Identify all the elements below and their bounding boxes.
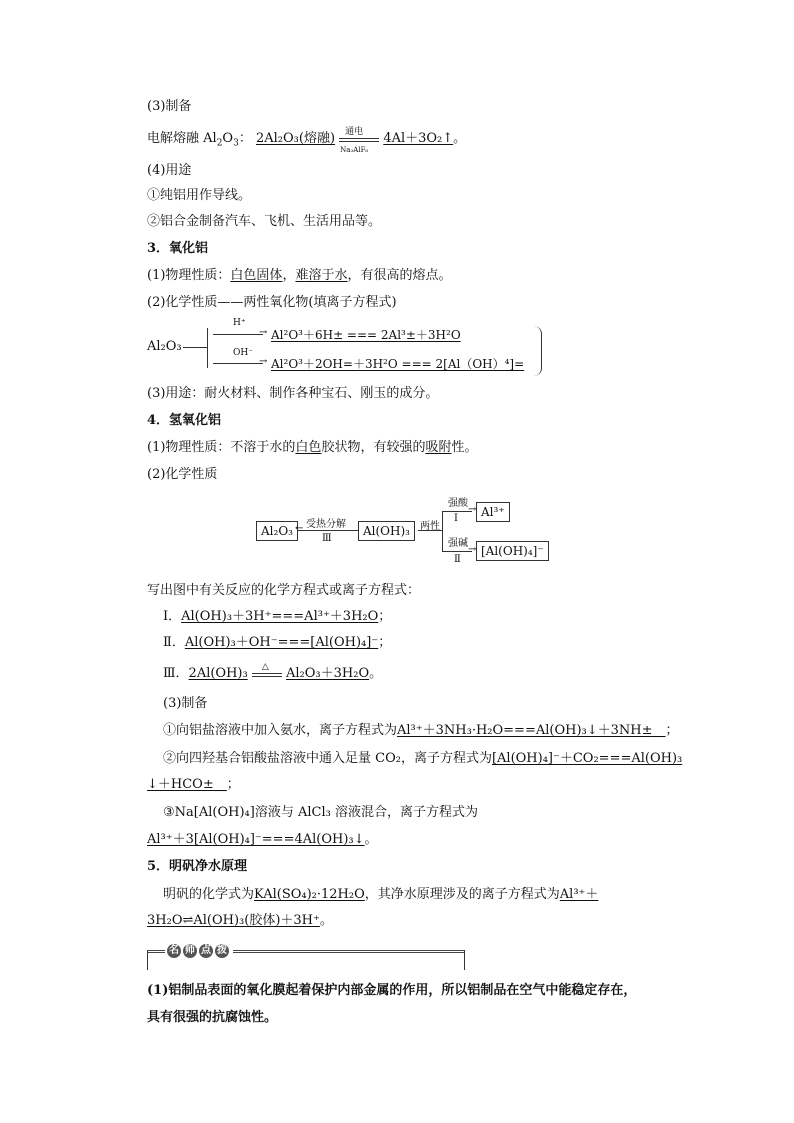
oxide-phys-suffix: ，有很高的熔点。 (347, 268, 452, 283)
label-roman-2: Ⅱ (454, 554, 461, 565)
elec-colon: ： (238, 131, 252, 146)
prep2-end: ； (226, 777, 240, 792)
elec-cond-top: 通电 (345, 126, 364, 137)
box-aloh4-minus: [Al(OH)₄]⁻ (476, 541, 549, 561)
hyd-phys-mid: 胶状物，有较强的 (321, 440, 426, 455)
elec-cond-bottom: Na₃AlF₆ (340, 145, 369, 154)
hydroxide-chemical-properties: (2)化学性质 (147, 467, 218, 482)
prep1-end: ； (665, 723, 679, 738)
prep2-prefix: ②向四羟基合铝酸盐溶液中通入足量 CO₂，离子方程式为 (163, 751, 492, 766)
prep-item-2-cont (147, 776, 240, 794)
tip-char-4: 拨 (217, 945, 227, 956)
alum-line-1 (163, 886, 598, 904)
alum-end: 。 (319, 913, 333, 928)
oxide-uses: (3)用途：耐火材料、制作各种宝石、刚玉的成分。 (147, 386, 439, 401)
prep-item-3: ③Na[Al(OH)₄]溶液与 AlCl₃ 溶液混合，离子方程式为 (163, 805, 478, 820)
box-aloh3: Al(OH)₃ (358, 521, 415, 541)
electrolysis-line: 电解熔融 $Al_2O_3$： 2Al₂O₃(熔融) 通电 Na₃AlF₆ 4Al＋3O₂↑。 (147, 130, 466, 153)
prep1-prefix: ①向铝盐溶液中加入氨水，离子方程式为 (163, 723, 398, 738)
alum-eq-part-2: 3H₂O⇌Al(OH)₃(胶体)＋3H⁺ (147, 913, 320, 928)
hyd-phys-answer-2: 吸附 (425, 440, 452, 455)
label-roman-1: Ⅰ (454, 513, 458, 524)
oxide-physical-properties (147, 267, 451, 285)
reaction-acid-eq: Al²O³＋6H± === 2Al³±＋3H²O (271, 328, 461, 342)
prep-item-1 (163, 722, 679, 740)
hydroxide-physical-properties (147, 439, 477, 457)
al2o3-label: Al₂O₃ (147, 339, 182, 354)
prep3-end: 。 (364, 832, 378, 847)
prep-item-2 (163, 750, 682, 768)
oh-minus-label: OH⁻ (233, 348, 253, 358)
eq2-label: Ⅱ． (163, 635, 185, 650)
heading-alum: 5．明矾净水原理 (147, 859, 248, 874)
box-al3plus: Al³⁺ (476, 502, 510, 522)
elec-end: 。 (453, 131, 467, 146)
teacher-tip-header (147, 944, 465, 970)
hyd-phys-suffix: 性。 (451, 440, 478, 455)
tip-char-1: 名 (169, 945, 179, 956)
reaction-base (271, 355, 524, 372)
eq1-end: ； (378, 609, 392, 624)
eq2-answer: Al(OH)₃＋OH⁻===[Al(OH)₄]⁻ (184, 635, 379, 650)
tip-text-line-2: 具有很强的抗腐蚀性。 (147, 1010, 278, 1025)
reaction-acid (271, 326, 461, 343)
eq3-cond-symbol: △ (261, 661, 269, 672)
elec-condition (339, 126, 379, 154)
prep2-answer-cont: ↓＋HCO±__ (147, 777, 227, 792)
label-heat-decompose: 受热分解 (306, 519, 346, 530)
oxide-chemical-properties: (2)化学性质——两性氧化物(填离子方程式) (147, 295, 397, 310)
eq3-reactant: 2Al(OH)₃ (188, 666, 248, 681)
oxide-phys-answer-1: 白色固体 (230, 268, 283, 283)
prep3-answer: Al³⁺＋3[Al(OH)₄]⁻===4Al(OH)₃↓ (147, 832, 365, 847)
alum-eq-part-1: Al³⁺＋ (559, 887, 599, 902)
alum-mid: ，其净水原理涉及的离子方程式为 (364, 887, 560, 902)
prep1-answer: Al³⁺＋3NH₃·H₂O===Al(OH)₃↓＋3NH±__ (397, 723, 666, 738)
oxide-phys-prefix: (1)物理性质： (147, 268, 231, 283)
eq3-end: 。 (369, 666, 383, 681)
use-item-2: ②铝合金制备汽车、飞机、生活用品等。 (147, 214, 382, 229)
alum-line-2 (147, 912, 333, 930)
tip-char-2: 师 (185, 945, 195, 956)
eq3-condition (252, 661, 282, 682)
box-al2o3: Al₂O₃ (256, 521, 298, 541)
hyd-phys-prefix: (1)物理性质：不溶于水的 (147, 440, 296, 455)
section-use-title: (4)用途 (147, 163, 192, 178)
eq3-product: Al₂O₃＋3H₂O (286, 666, 370, 681)
prep-item-3-eq (147, 831, 378, 849)
elec-prefix: 电解熔融 Al (147, 131, 217, 146)
hydroxide-diagram: Al₂O₃ ← 受热分解 Ⅲ Al(OH)₃ 两性 强酸 Ⅰ 强碱 Ⅱ → → Al³⁺ [Al(OH)₄]⁻ (256, 493, 576, 568)
elec-equation: 2Al₂O₃(熔融) (255, 131, 336, 146)
equation-2 (163, 634, 391, 652)
elec-mid: O (222, 131, 234, 146)
heading-aluminum-hydroxide: 4．氢氧化铝 (147, 413, 222, 428)
oxide-phys-sep: ， (282, 268, 296, 283)
equation-1 (163, 608, 391, 626)
heading-aluminum-oxide: 3．氧化铝 (147, 241, 209, 256)
label-roman-3: Ⅲ (322, 533, 332, 544)
use-item-1: ①纯铝用作导线。 (147, 188, 252, 203)
eq1-label: Ⅰ． (163, 609, 182, 624)
oxide-phys-answer-2: 难溶于水 (295, 268, 348, 283)
label-amphoteric: 两性 (420, 521, 440, 532)
h-plus-label: H⁺ (233, 318, 246, 328)
eq3-label: Ⅲ． (163, 666, 189, 681)
write-equations-prompt: 写出图中有关反应的化学方程式或离子方程式： (147, 583, 421, 598)
elec-product: 4Al＋3O₂↑ (383, 131, 454, 146)
alum-formula: KAl(SO₄)₂·12H₂O (254, 887, 365, 902)
tip-text-line-1: (1)铝制品表面的氧化膜起着保护内部金属的作用，所以铝制品在空气中能稳定存在， (147, 983, 637, 998)
eq2-end: ； (378, 635, 392, 650)
label-strong-acid: 强酸 (448, 498, 468, 509)
oxide-reaction-diagram: Al₂O₃ H⁺ → Al²O³＋6H± === 2Al³±＋3H²O OH⁻ → Al²O³＋2OH=＋3H²O === 2[Al（OH）⁴]= (147, 318, 547, 378)
equation-3 (163, 661, 383, 683)
prep2-answer: [Al(OH)₄]⁻＋CO₂===Al(OH)₃ (491, 751, 683, 766)
teacher-tip-badge (165, 942, 233, 958)
hyd-phys-answer-1: 白色 (295, 440, 322, 455)
tip-char-3: 点 (201, 945, 211, 956)
label-strong-base: 强碱 (448, 538, 468, 549)
section-prep-title: (3)制备 (147, 99, 192, 114)
eq1-answer: Al(OH)₃＋3H⁺===Al³⁺＋3H₂O (181, 609, 379, 624)
reaction-base-eq: Al²O³＋2OH=＋3H²O === 2[Al（OH）⁴]= (271, 357, 525, 371)
hydroxide-prep-title: (3)制备 (163, 696, 208, 711)
alum-prefix: 明矾的化学式为 (163, 887, 255, 902)
